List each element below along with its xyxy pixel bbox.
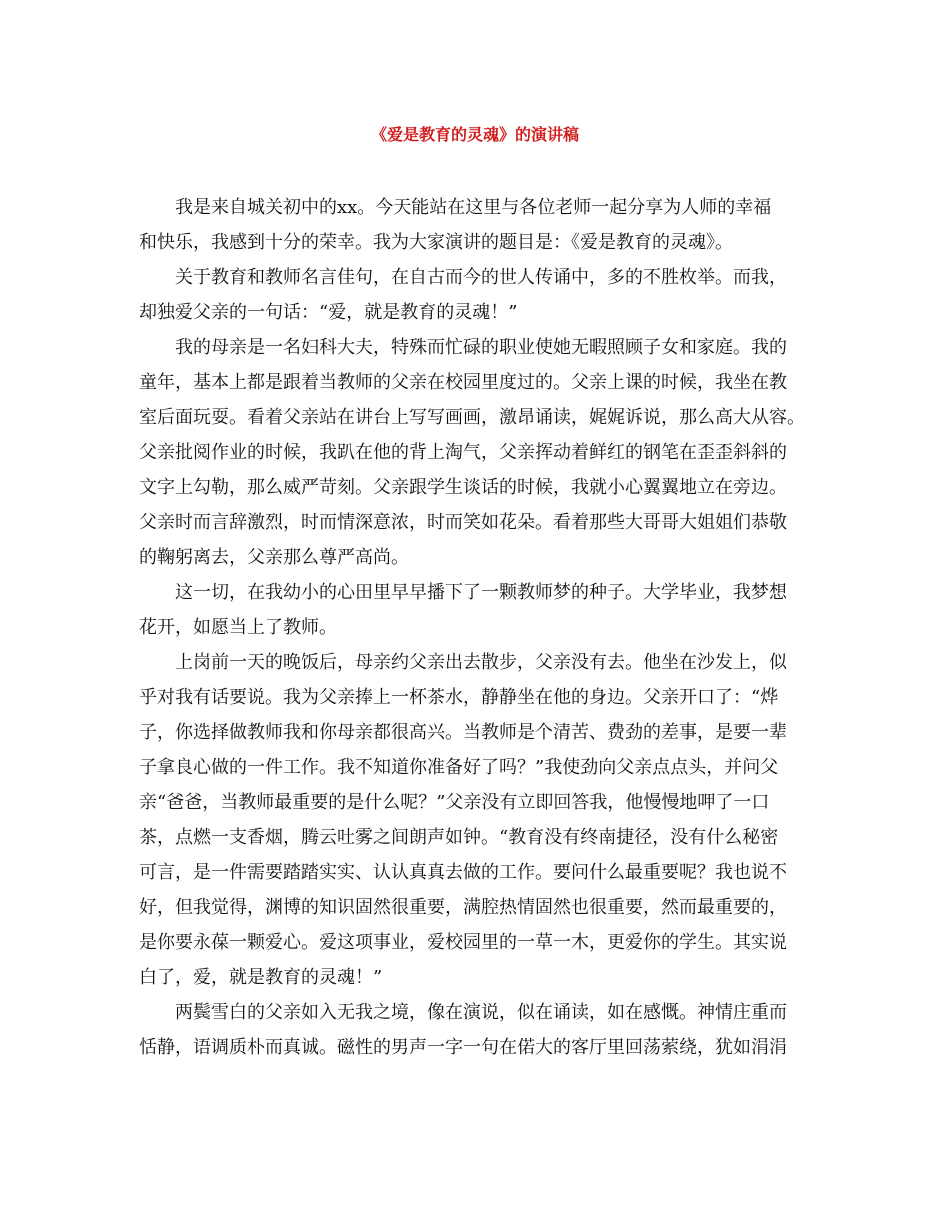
body-line: 白了，爱，就是教育的灵魂！” bbox=[139, 967, 383, 988]
body-line: 上岗前一天的晚饭后，母亲约父亲出去散步，父亲没有去。他坐在沙发上，似 bbox=[175, 652, 787, 673]
body-line: 是你要永葆一颗爱心。爱这项事业，爱校园里的一草一木，更爱你的学生。其实说 bbox=[139, 932, 787, 953]
body-line: 的鞠躬离去，父亲那么尊严高尚。 bbox=[139, 547, 409, 568]
body-line: 可言，是一件需要踏踏实实、认认真真去做的工作。要问什么最重要呢？我也说不 bbox=[139, 862, 787, 883]
body-line: 好，但我觉得，渊博的知识固然很重要，满腔热情固然也很重要，然而最重要的， bbox=[139, 897, 787, 918]
body-line: 茶，点燃一支香烟，腾云吐雾之间朗声如钟。“教育没有终南捷径，没有什么秘密 bbox=[139, 827, 779, 848]
body-line: 父亲时而言辞激烈，时而情深意浓，时而笑如花朵。看着那些大哥哥大姐姐们恭敬 bbox=[139, 512, 787, 533]
body-line: 我是来自城关初中的xx。今天能站在这里与各位老师一起分享为人师的幸福 bbox=[175, 197, 772, 218]
body-line: 室后面玩耍。看着父亲站在讲台上写写画画，激昂诵读，娓娓诉说，那么高大从容。 bbox=[139, 407, 805, 428]
body-line: 和快乐，我感到十分的荣幸。我为大家演讲的题目是：《爱是教育的灵魂》。 bbox=[139, 232, 733, 253]
body-line: 恬静，语调质朴而真诚。磁性的男声一字一句在偌大的客厅里回荡萦绕，犹如涓涓 bbox=[139, 1037, 787, 1058]
body-line: 这一切，在我幼小的心田里早早播下了一颗教师梦的种子。大学毕业，我梦想 bbox=[175, 582, 787, 603]
body-line: 乎对我有话要说。我为父亲捧上一杯茶水，静静坐在他的身边。父亲开口了：“烨 bbox=[139, 687, 779, 708]
body-line: 却独爱父亲的一句话：“爱，就是教育的灵魂！” bbox=[139, 302, 518, 323]
body-line: 子拿良心做的一件工作。我不知道你准备好了吗？”我使劲向父亲点点头，并问父 bbox=[139, 757, 779, 778]
body-line: 文字上勾勒，那么威严苛刻。父亲跟学生谈话的时候，我就小心翼翼地立在旁边。 bbox=[139, 477, 787, 498]
body-line: 关于教育和教师名言佳句，在自古而今的世人传诵中，多的不胜枚举。而我， bbox=[175, 267, 787, 288]
document-title: 《爱是教育的灵魂》的演讲稿 bbox=[370, 125, 579, 144]
body-line: 两鬓雪白的父亲如入无我之境，像在演说，似在诵读，如在感慨。神情庄重而 bbox=[175, 1002, 787, 1023]
body-line: 亲“爸爸，当教师最重要的是什么呢？”父亲没有立即回答我，他慢慢地呷了一口 bbox=[139, 792, 770, 813]
body-line: 父亲批阅作业的时候，我趴在他的背上淘气，父亲挥动着鲜红的钢笔在歪歪斜斜的 bbox=[139, 442, 787, 463]
body-line: 童年，基本上都是跟着当教师的父亲在校园里度过的。父亲上课的时候，我坐在教 bbox=[139, 372, 787, 393]
body-line: 子，你选择做教师我和你母亲都很高兴。当教师是个清苦、费劲的差事，是要一辈 bbox=[139, 722, 787, 743]
body-line: 花开，如愿当上了教师。 bbox=[139, 617, 337, 638]
body-line: 我的母亲是一名妇科大夫，特殊而忙碌的职业使她无暇照顾子女和家庭。我的 bbox=[175, 337, 787, 358]
